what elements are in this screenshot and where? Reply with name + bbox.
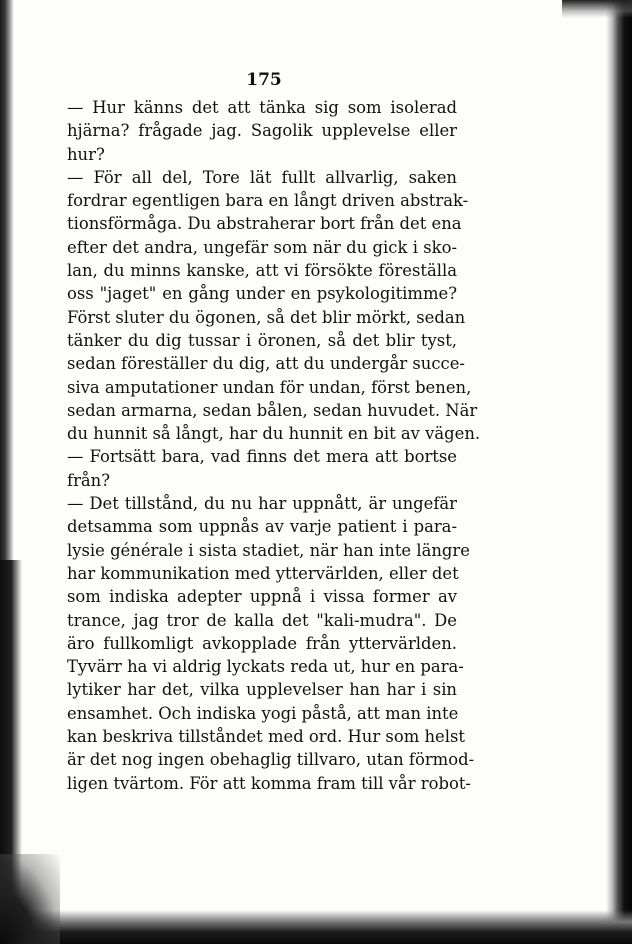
text-line: — Fortsätt bara, vad finns det mera att bortse bbox=[67, 447, 457, 467]
text-line: som indiska adepter uppnå i vissa former av bbox=[67, 587, 457, 607]
text-line: äro fullkomligt avkopplade från yttervärlden. bbox=[67, 633, 457, 653]
scan-edge-right bbox=[606, 0, 632, 944]
text-line: hjärna? frågade jag. Sagolik upplevelse eller bbox=[67, 121, 457, 141]
text-line: lan, du minns kanske, att vi försökte föreställa bbox=[67, 261, 457, 281]
text-line: — Hur känns det att tänka sig som isolerad bbox=[67, 98, 457, 117]
text-line: — För all del, Tore lät fullt allvarlig, saken bbox=[67, 167, 457, 187]
text-line: kan beskriva tillståndet med ord. Hur som helst bbox=[67, 727, 465, 747]
text-line: ensamhet. Och indiska yogi påstå, att man inte bbox=[67, 703, 459, 723]
text-line: hur? bbox=[67, 144, 105, 164]
scan-edge-bottom bbox=[0, 910, 632, 944]
text-line: fordrar egentligen bara en långt driven abstrak- bbox=[67, 191, 469, 211]
text-line: har kommunikation med yttervärlden, eller det bbox=[67, 563, 459, 583]
text-line: Tyvärr ha vi aldrig lyckats reda ut, hur en para- bbox=[67, 657, 464, 677]
text-line: trance, jag tror de kalla det "kali-mudra". De bbox=[67, 610, 457, 630]
text-line: ligen tvärtom. För att komma fram till vår robot- bbox=[67, 773, 471, 793]
text-line: tänker du dig tussar i öronen, så det blir tyst, bbox=[67, 330, 457, 350]
scan-corner-shadow bbox=[0, 854, 60, 944]
text-line: — Det tillstånd, du nu har uppnått, är ungefär bbox=[67, 494, 457, 514]
scan-edge-top bbox=[562, 0, 632, 18]
text-line: lysie générale i sista stadiet, när han inte längre bbox=[67, 540, 470, 560]
page-number: 175 bbox=[246, 70, 282, 90]
text-line: sedan föreställer du dig, att du undergår succe- bbox=[67, 354, 465, 374]
text-line: efter det andra, ungefär som när du gick i sko- bbox=[67, 237, 457, 257]
text-line: är det nog ingen obehaglig tillvaro, utan förmod- bbox=[67, 750, 475, 770]
text-line: tionsförmåga. Du abstraherar bort från det ena bbox=[67, 214, 462, 234]
text-line: sedan armarna, sedan bålen, sedan huvudet. När bbox=[67, 400, 478, 420]
text-line: oss "jaget" en gång under en psykologitimme? bbox=[67, 284, 457, 304]
text-line: siva amputationer undan för undan, först benen, bbox=[67, 377, 472, 397]
body-text bbox=[67, 96, 481, 795]
text-line: detsamma som uppnås av varje patient i para- bbox=[67, 517, 457, 537]
text-line: från? bbox=[67, 470, 111, 490]
text-line: Först sluter du ögonen, så det blir mörkt, sedan bbox=[67, 307, 466, 327]
text-line: du hunnit så långt, har du hunnit en bit av vägen. bbox=[67, 424, 481, 444]
text-line: lytiker har det, vilka upplevelser han har i sin bbox=[67, 680, 457, 700]
